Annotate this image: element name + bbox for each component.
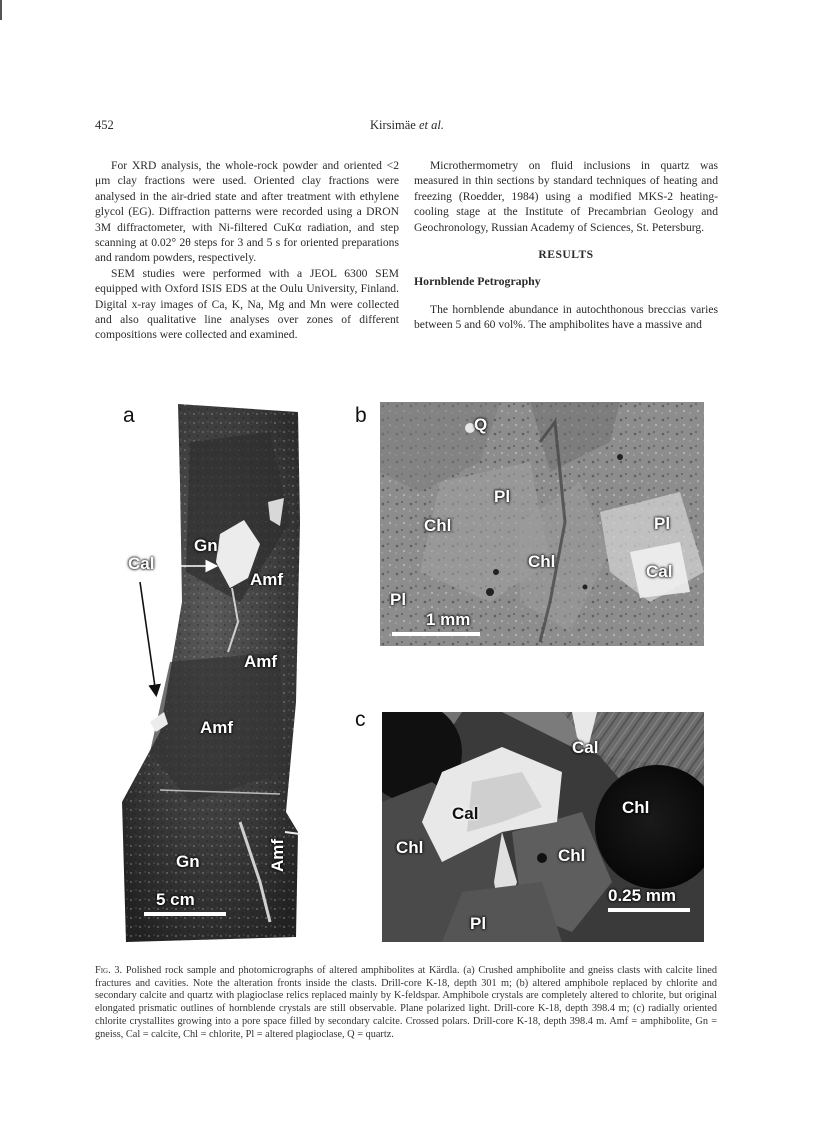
label-amf-3: Amf: [200, 718, 234, 737]
label-amf-vertical: Amf: [268, 838, 287, 872]
panel-c-image: [382, 712, 704, 942]
label-chl-2: Chl: [528, 552, 556, 571]
page-number: 452: [95, 118, 114, 132]
running-title: Kirsimäe et al.: [370, 118, 444, 132]
panel-c-letter: c: [355, 708, 366, 731]
label-chl-right: Chl: [622, 798, 650, 817]
sem-paragraph: SEM studies were performed with a JEOL 6300 SEM equipped with Oxford ISIS EDS at the Oulu University, Finland. Digital x-ray images of Ca, K, Na, Mg and Mn were collected and also qualitative line analyses over zones of different compositions were collected and examined.: [95, 266, 399, 342]
label-gn-bottom: Gn: [176, 852, 200, 871]
panel-a-letter: a: [123, 404, 135, 427]
results-heading: RESULTS: [538, 248, 594, 262]
scale-label-a: 5 cm: [156, 890, 195, 909]
scale-bar-c: [608, 908, 690, 912]
label-pl-2: Pl: [654, 514, 671, 533]
label-pl: Pl: [470, 914, 487, 933]
scale-bar-a: [144, 912, 226, 916]
label-amf-1: Amf: [250, 570, 284, 589]
xrd-paragraph: For XRD analysis, the whole-rock powder and oriented <2 μm clay fractions were used. Oriented clay fractions were analysed in the air-dried state and after treatment with ethylene glycol (EG). Diffraction patterns were recorded using a DRON 3M diffractometer, with Ni-filtered CuKα radiation, and step scanning at 0.02° 2θ steps for 3 and 5 s for oriented preparations and random powders, respectively.: [95, 159, 399, 265]
label-cal: Cal: [646, 562, 673, 581]
caption-text: Polished rock sample and photomicrographs of altered amphibolites at Kärdla. (a) Crushed amphibolite and gneiss clasts with calcite lined fractures and cavities. Note the alteration fronts inside the clasts. Drill-core K-18, depth 301 m; (b) altered amphibole replaced by chlorite and secondary calcite and quartz with plagioclase relics replaced mainly by K-feldspar. Amphibole crystals are completely altered to chlorite, but original elongated prismatic outlines of hornblende crystals are still observable. Plane polarized light. Drill-core K-18, depth 398.4 m; (c) radially oriented chlorite crystallites growing into a pore space filled by secondary calcite. Crossed polars. Drill-core K-18, depth 398.4 m. Amf = amphibolite, Gn = gneiss, Cal = calcite, Chl = chlorite, Pl = altered plagioclase, Q = quartz.: [95, 965, 718, 1040]
microthermometry-paragraph: Microthermometry on fluid inclusions in quartz was measured in thin sections by standard techniques of heating and freezing (Roedder, 1984) using a modified MKS-2 heating-cooling stage at the Institute of Precambrian Geology and Geochronology, Russian Academy of Sciences, St. Petersburg.: [414, 159, 718, 234]
label-chl-1: Chl: [424, 516, 452, 535]
label-gn-top: Gn: [194, 536, 218, 555]
scale-bar-b: [392, 632, 480, 636]
label-amf-2: Amf: [244, 652, 278, 671]
panel-a-image: [120, 402, 310, 942]
panel-b-image: [380, 402, 704, 646]
label-cal-center: Cal: [452, 804, 479, 823]
hornblende-heading: Hornblende Petrography: [414, 274, 541, 289]
label-chl-mid: Chl: [558, 846, 586, 865]
scale-label-c: 0.25 mm: [608, 886, 677, 905]
label-cal: Cal: [128, 554, 155, 573]
label-q: Q: [474, 415, 488, 434]
label-pl-1: Pl: [494, 487, 511, 506]
panel-b-letter: b: [355, 404, 367, 427]
scale-label-b: 1 mm: [426, 610, 471, 629]
label-pl-3: Pl: [390, 590, 407, 609]
hornblende-paragraph: The hornblende abundance in autochthonous breccias varies between 5 and 60 vol%. The amphibolites have a massive and: [414, 302, 718, 332]
label-cal-top: Cal: [572, 738, 599, 757]
caption-label: Fig. 3.: [95, 965, 123, 976]
cal-arrows: [60, 402, 250, 942]
figure-caption: [95, 965, 717, 1041]
label-chl-left: Chl: [396, 838, 424, 857]
